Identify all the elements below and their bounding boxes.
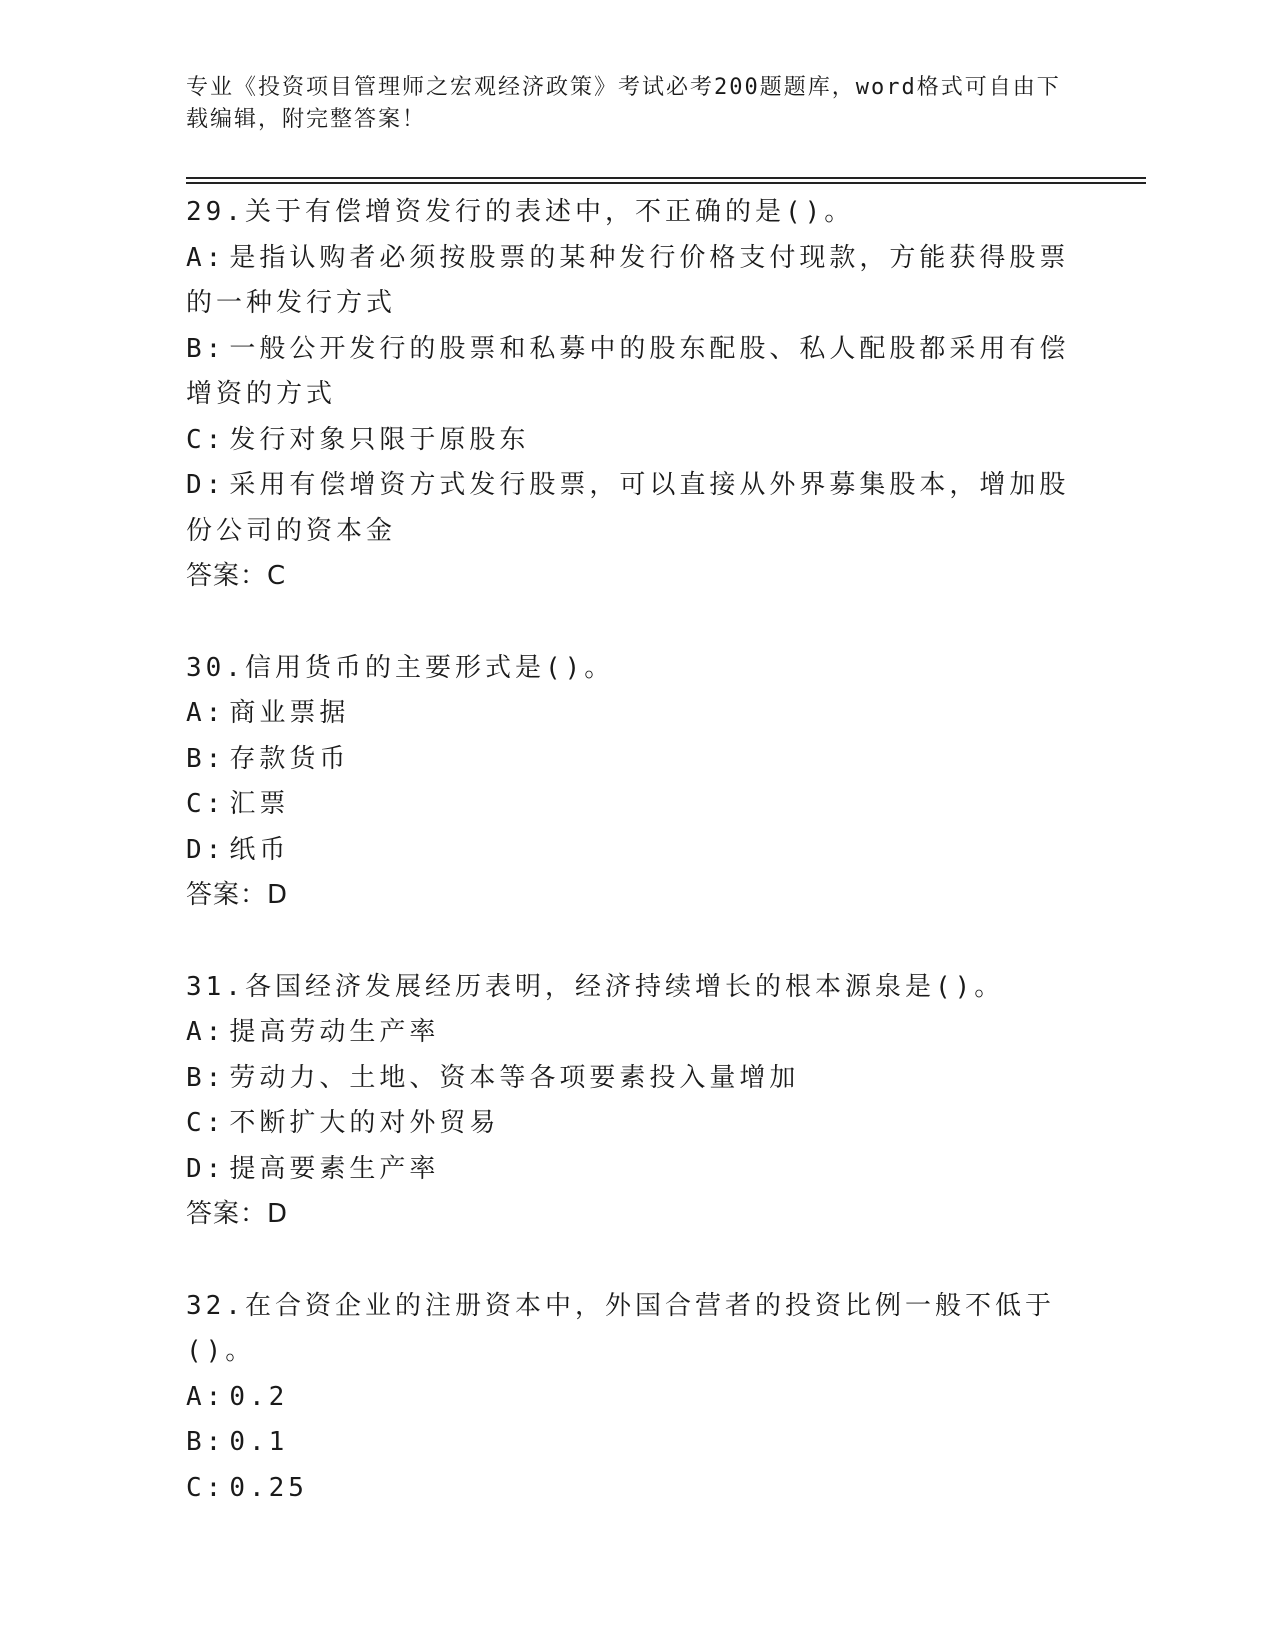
option-text: 0.25 <box>229 1472 308 1503</box>
option-label: B: <box>186 1427 226 1457</box>
option-text: 汇票 <box>229 789 290 819</box>
option-a <box>186 1375 1086 1421</box>
option-label: B: <box>186 743 226 774</box>
option-text: 商业票据 <box>229 698 350 728</box>
answer: 答案：C <box>186 561 287 591</box>
question-30 <box>186 646 1086 919</box>
option-text: 不断扩大的对外贸易 <box>229 1108 500 1138</box>
option-label: C: <box>186 1472 226 1503</box>
question-list <box>186 190 1086 1557</box>
option-label: A: <box>186 1017 226 1047</box>
option-d <box>186 1147 1086 1193</box>
question-title: 31.各国经济发展经历表明，经济持续增长的根本源泉是()。 <box>186 971 1005 1002</box>
option-a <box>186 236 1086 327</box>
document-header <box>186 72 1066 136</box>
option-d <box>186 463 1086 554</box>
option-c <box>186 782 1086 828</box>
option-c <box>186 418 1086 464</box>
option-b <box>186 737 1086 783</box>
option-text: 是指认购者必须按股票的某种发行价格支付现款，方能获得股票的一种发行方式 <box>186 242 1070 318</box>
option-a <box>186 1010 1086 1056</box>
option-label: B: <box>186 333 226 364</box>
option-text: 一般公开发行的股票和私募中的股东配股、私人配股都采用有偿增资的方式 <box>186 333 1070 409</box>
question-29 <box>186 190 1086 600</box>
option-text: 发行对象只限于原股东 <box>229 424 530 455</box>
option-label: C: <box>186 789 226 819</box>
option-label: A: <box>186 242 226 273</box>
option-d <box>186 828 1086 874</box>
option-label: A: <box>186 1381 226 1412</box>
header-divider-bottom <box>186 182 1146 184</box>
option-label: D: <box>186 834 226 865</box>
header-text: 专业《投资项目管理师之宏观经济政策》考试必考200题题库，word格式可自由下载编辑，附完整答案！ <box>186 75 1061 132</box>
option-label: C: <box>186 1108 226 1138</box>
option-a <box>186 691 1086 737</box>
question-title: 32.在合资企业的注册资本中，外国合营者的投资比例一般不低于()。 <box>186 1290 1055 1366</box>
answer: 答案：D <box>186 880 289 910</box>
option-b <box>186 327 1086 418</box>
answer: 答案：D <box>186 1199 289 1229</box>
option-text: 采用有偿增资方式发行股票，可以直接从外界募集股本，增加股份公司的资本金 <box>186 470 1070 546</box>
option-c <box>186 1101 1086 1147</box>
option-c <box>186 1466 1086 1512</box>
option-text: 提高要素生产率 <box>229 1153 440 1184</box>
option-label: C: <box>186 424 226 455</box>
question-32 <box>186 1284 1086 1512</box>
option-text: 0.2 <box>229 1381 289 1412</box>
option-text: 提高劳动生产率 <box>229 1017 440 1047</box>
option-text: 0.1 <box>229 1427 289 1457</box>
option-label: D: <box>186 470 226 500</box>
option-label: D: <box>186 1153 226 1184</box>
option-b <box>186 1420 1086 1466</box>
header-divider-top <box>186 177 1146 179</box>
option-text: 存款货币 <box>229 743 350 774</box>
option-text: 劳动力、土地、资本等各项要素投入量增加 <box>229 1062 800 1093</box>
question-title: 29.关于有偿增资发行的表述中，不正确的是()。 <box>186 197 855 227</box>
option-b <box>186 1056 1086 1102</box>
option-label: B: <box>186 1062 226 1093</box>
option-text: 纸币 <box>229 834 290 865</box>
question-title: 30.信用货币的主要形式是()。 <box>186 652 615 683</box>
question-31 <box>186 965 1086 1238</box>
option-label: A: <box>186 698 226 728</box>
